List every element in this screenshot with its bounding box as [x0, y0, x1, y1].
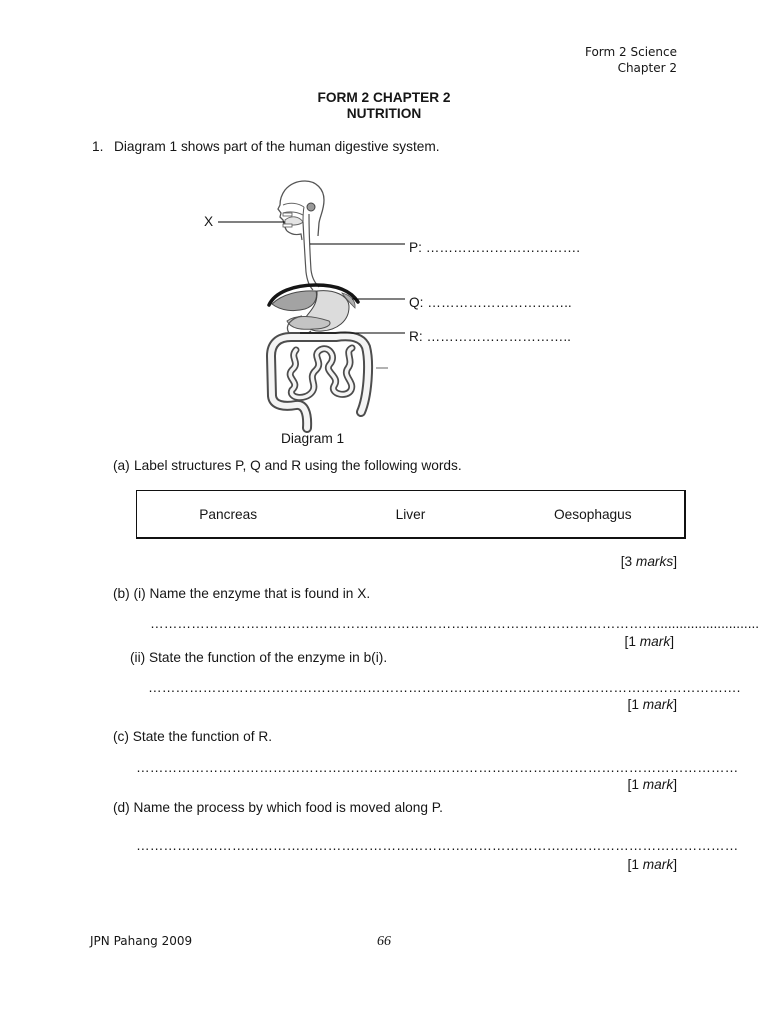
marks-prefix: [1	[627, 697, 643, 712]
small-intestine	[290, 348, 352, 398]
word-bank-item: Oesophagus	[554, 506, 632, 522]
header-chapter: Chapter 2	[617, 61, 677, 75]
marks-prefix: [3	[620, 554, 636, 569]
small-intestine-lumen	[290, 348, 352, 398]
diagram-label-r: R: …………………………..	[409, 329, 571, 344]
marks-unit: mark	[642, 777, 674, 792]
diagram-caption: Diagram 1	[281, 431, 345, 446]
marks-prefix: [1	[627, 777, 643, 792]
marks-prefix: [1	[627, 857, 643, 872]
oesophagus-tube	[303, 214, 319, 290]
part-b-ii-answer-line: ………………………………………………………………………………………………………………….	[148, 680, 741, 695]
part-b-ii-text: (ii) State the function of the enzyme in b(i).	[130, 650, 388, 665]
marks-unit: mark	[639, 634, 671, 649]
part-d-text: (d) Name the process by which food is moved along P.	[113, 800, 443, 815]
marks-suffix: ]	[673, 857, 677, 872]
part-b-i-answer-line: …………………………………………………………………………………………………...........................	[150, 616, 760, 631]
word-bank-cell	[137, 491, 319, 537]
page-number: 66	[377, 934, 391, 949]
marks-suffix: ]	[673, 697, 677, 712]
marks-unit: mark	[642, 697, 674, 712]
jaw-line	[287, 231, 302, 240]
word-bank-item: Liver	[395, 506, 426, 522]
part-b-i-marks	[625, 634, 674, 650]
word-bank-cell	[502, 491, 684, 537]
marks-suffix: ]	[670, 634, 674, 649]
word-bank-cell	[319, 491, 501, 537]
part-b-ii-marks	[628, 697, 677, 713]
page-subtitle: NUTRITION	[346, 106, 422, 121]
oesophagus-wall-left	[303, 222, 313, 290]
salivary-gland	[307, 203, 315, 211]
marks-prefix: [1	[624, 634, 640, 649]
head-outline	[278, 181, 324, 236]
part-d-marks	[628, 857, 677, 873]
part-c-marks	[628, 777, 677, 793]
part-b-i-text: (b) (i) Name the enzyme that is found in X.	[113, 586, 371, 601]
digestive-system-diagram	[200, 175, 420, 437]
marks-unit: marks	[635, 554, 674, 569]
part-a-marks	[621, 554, 677, 570]
marks-unit: mark	[642, 857, 674, 872]
marks-suffix: ]	[673, 777, 677, 792]
footer-source: JPN Pahang 2009	[90, 934, 193, 948]
diagram-label-p: P: …………………………….	[409, 240, 581, 255]
question-stem: Diagram 1 shows part of the human digestive system.	[114, 139, 440, 154]
small-intestine-wall	[290, 348, 352, 398]
diagram-label-x: X	[204, 214, 214, 229]
pharynx	[303, 207, 304, 222]
nasal-cavity	[283, 203, 304, 207]
part-a-tag: (a)	[113, 458, 130, 473]
part-c-answer-line: ……………………………………………………………………………………………………………………	[136, 760, 739, 775]
question-number: 1.	[92, 139, 104, 154]
marks-suffix: ]	[673, 554, 677, 569]
header-subject: Form 2 Science	[584, 45, 677, 59]
part-c-text: (c) State the function of R.	[113, 729, 273, 744]
head	[278, 181, 324, 240]
word-bank-item: Pancreas	[199, 506, 258, 522]
diagram-label-q: Q: …………………………..	[409, 295, 572, 310]
word-bank-box	[136, 490, 686, 539]
part-d-answer-line: ……………………………………………………………………………………………………………………	[136, 838, 739, 853]
upper-teeth	[283, 213, 292, 216]
page-title: FORM 2 CHAPTER 2	[317, 90, 451, 105]
part-a-text: Label structures P, Q and R using the following words.	[134, 458, 462, 473]
lower-teeth	[283, 224, 292, 227]
oesophagus-wall-right	[309, 214, 319, 287]
